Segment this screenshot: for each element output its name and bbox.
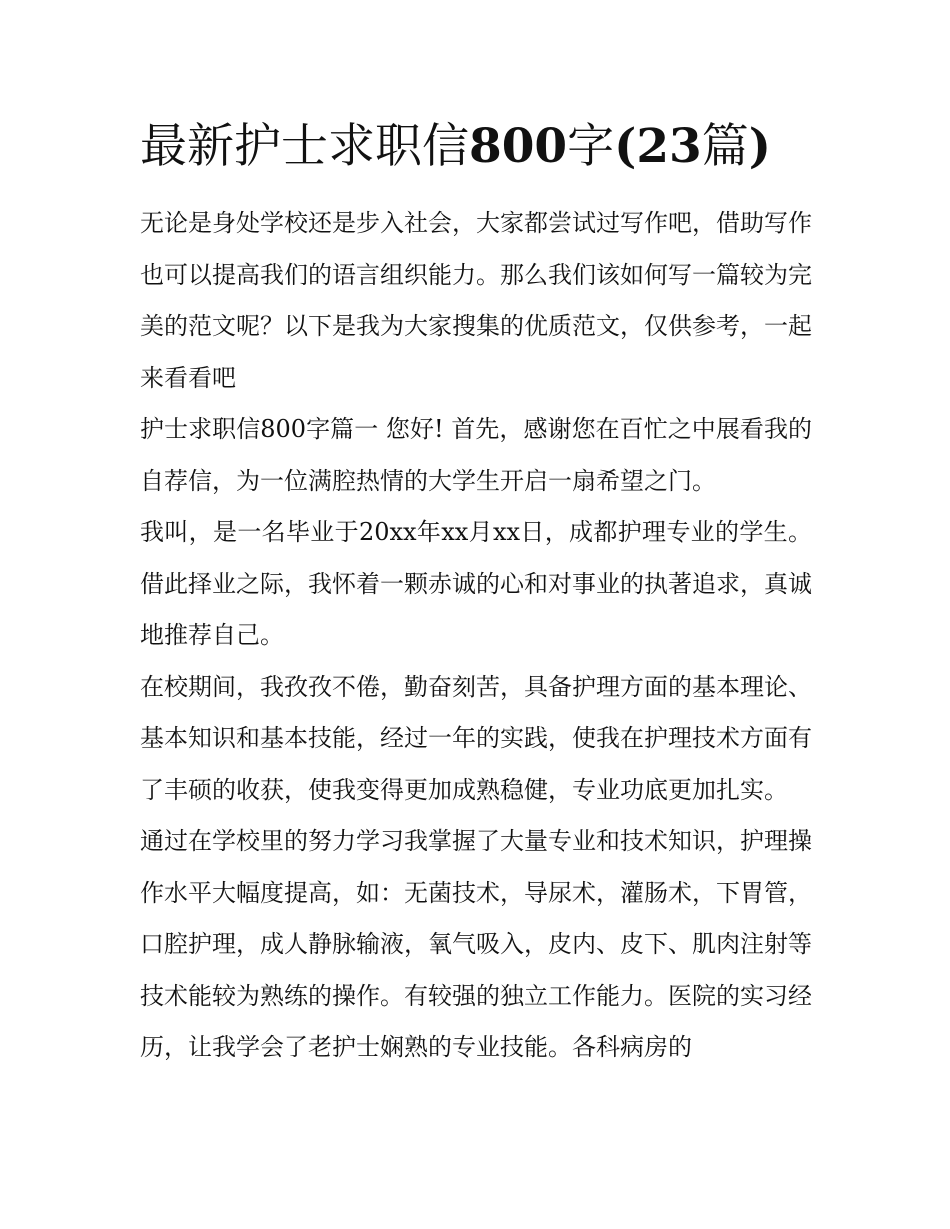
page-title [140,116,840,178]
title-text-2: 字 [567,119,615,174]
body-paragraph: 护士求职信800字篇一 您好! 首先，感谢您在百忙之中展看我的自荐信，为一位满腔热情的大学生开启一扇希望之门。 [140,415,812,495]
title-count-close: ) [748,119,772,174]
body-paragraph: 我叫，是一名毕业于20xx年xx月xx日，成都护理专业的学生。借此择业之际，我怀着一颗赤诚的心和对事业的执著追求，真诚地推荐自己。 [140,518,812,649]
title-count-open: (23 [614,119,702,174]
body-paragraph: 通过在学校里的努力学习我掌握了大量专业和技术知识，护理操作水平大幅度提高，如：无菌技术，导尿术，灌肠术，下胃管，口腔护理，成人静脉输液，氧气吸入，皮内、皮下、肌肉注射等技术能较为熟练的操作。有较强的独立工作能力。医院的实习经历，让我学会了老护士娴熟的专业技能。各科病房的 [140,827,812,1061]
document-body [140,198,812,1074]
body-paragraph: 在校期间，我孜孜不倦，勤奋刻苦，具备护理方面的基本理论、基本知识和基本技能，经过一年的实践，使我在护理技术方面有了丰硕的收获，使我变得更加成熟稳健，专业功底更加扎实。 [140,672,812,804]
title-word-count: 800 [469,119,568,174]
title-text-1: 最新护士求职信 [140,119,469,174]
title-text-3: 篇 [701,119,749,174]
intro-paragraph: 无论是身处学校还是步入社会，大家都尝试过写作吧，借助写作也可以提高我们的语言组织能力。那么我们该如何写一篇较为完美的范文呢？以下是我为大家搜集的优质范文，仅供参考，一起来看看吧 [140,209,812,392]
